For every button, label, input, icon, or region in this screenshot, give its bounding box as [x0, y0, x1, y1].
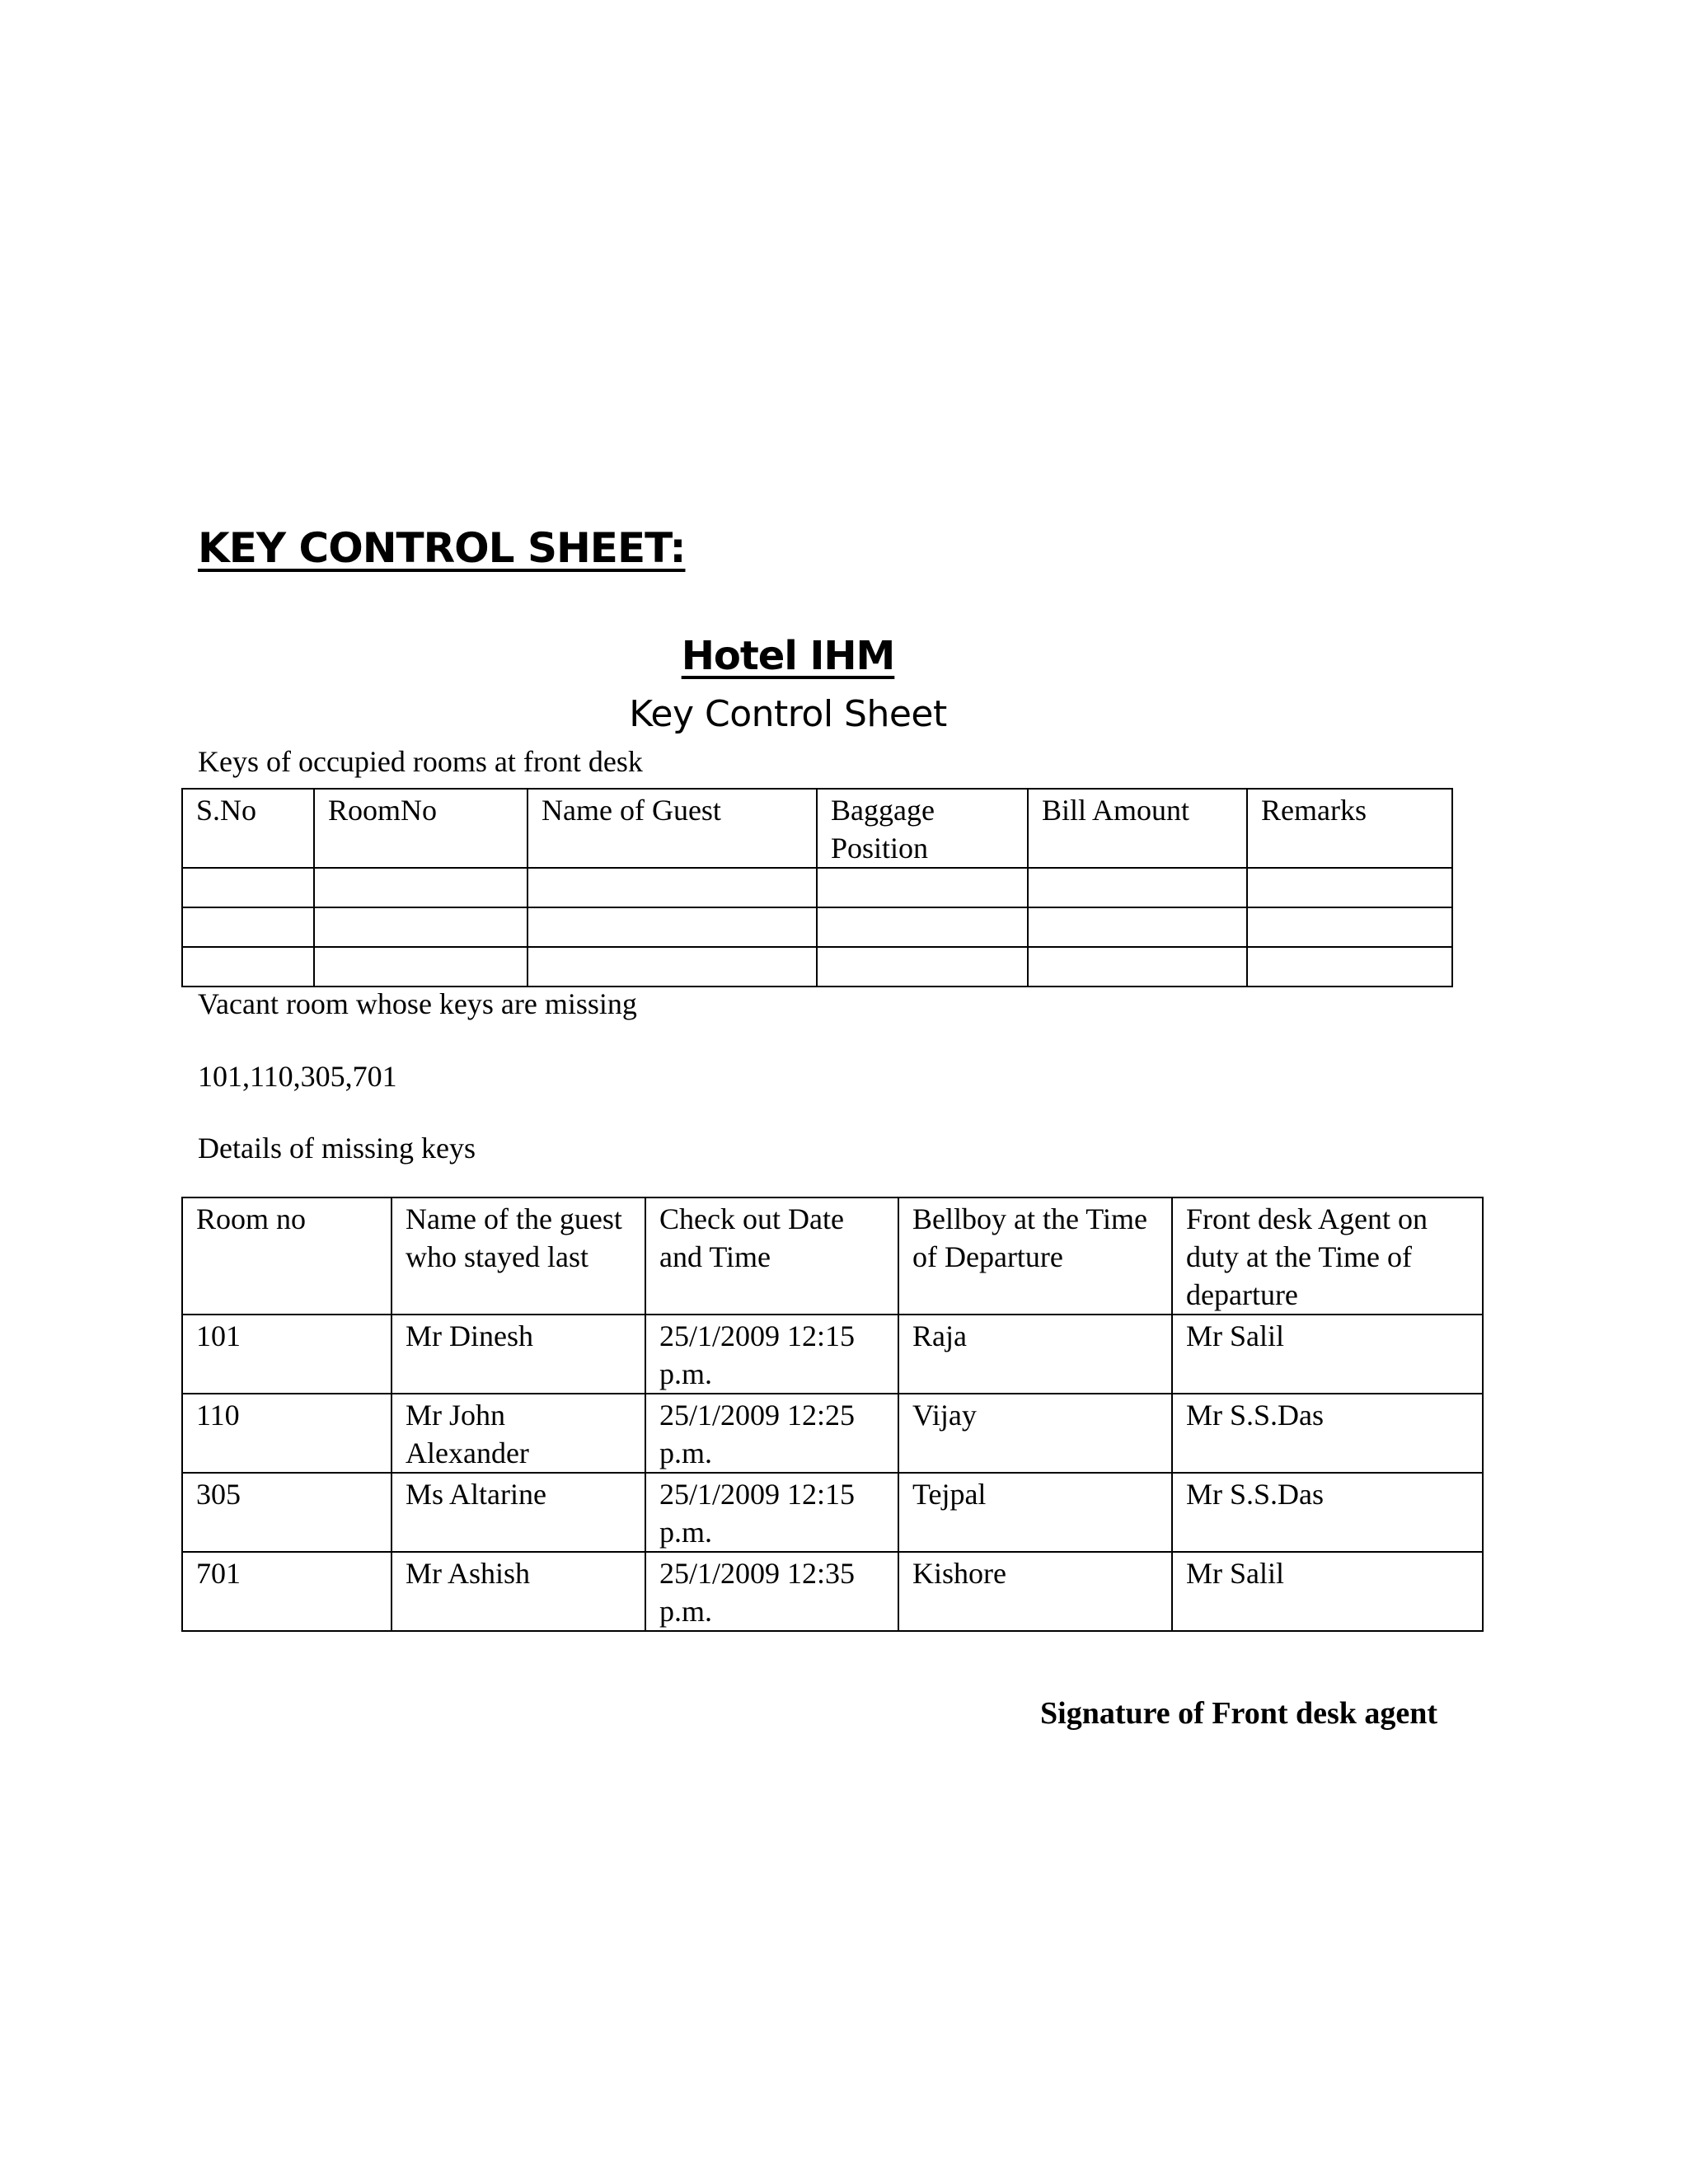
- signature-label: Signature of Front desk agent: [1040, 1696, 1438, 1731]
- table-cell: [182, 868, 314, 907]
- column-header-bellboy: Bellboy at the Time of Departure: [898, 1197, 1172, 1315]
- sheet-subtitle: Key Control Sheet: [629, 693, 947, 735]
- checkout-cell: 25/1/2009 12:35 p.m.: [645, 1552, 898, 1631]
- checkout-cell: 25/1/2009 12:25 p.m.: [645, 1394, 898, 1473]
- table-header-row: [182, 1197, 1483, 1315]
- table-row: [182, 1473, 1483, 1552]
- table-cell: [182, 947, 314, 987]
- table-cell: [1028, 907, 1247, 947]
- table-cell: [817, 868, 1028, 907]
- room-number-cell: 701: [182, 1552, 392, 1631]
- column-header-bill-amount: Bill Amount: [1028, 789, 1247, 868]
- table-cell: [1247, 947, 1452, 987]
- table-cell: [528, 907, 817, 947]
- column-header-checkout: Check out Date and Time: [645, 1197, 898, 1315]
- table-row: [182, 1394, 1483, 1473]
- guest-name-cell: Mr John Alexander: [392, 1394, 645, 1473]
- bellboy-cell: Vijay: [898, 1394, 1172, 1473]
- agent-cell: Mr S.S.Das: [1172, 1473, 1483, 1552]
- column-header-room-no: RoomNo: [314, 789, 528, 868]
- vacant-rooms-list: 101,110,305,701: [198, 1060, 397, 1093]
- table-row: [182, 868, 1452, 907]
- table-row: [182, 907, 1452, 947]
- table-cell: [182, 907, 314, 947]
- bellboy-cell: Tejpal: [898, 1473, 1172, 1552]
- table-header-row: [182, 789, 1452, 868]
- table-cell: [314, 868, 528, 907]
- guest-name-cell: Mr Ashish: [392, 1552, 645, 1631]
- bellboy-cell: Raja: [898, 1315, 1172, 1394]
- checkout-cell: 25/1/2009 12:15 p.m.: [645, 1315, 898, 1394]
- column-header-room-no: Room no: [182, 1197, 392, 1315]
- column-header-guest-name: Name of Guest: [528, 789, 817, 868]
- column-header-last-guest: Name of the guest who stayed last: [392, 1197, 645, 1315]
- table-row: [182, 1552, 1483, 1631]
- missing-keys-label: Details of missing keys: [198, 1132, 476, 1165]
- room-number-cell: 101: [182, 1315, 392, 1394]
- table-cell: [1028, 868, 1247, 907]
- table-cell: [314, 947, 528, 987]
- column-header-remarks: Remarks: [1247, 789, 1452, 868]
- checkout-cell: 25/1/2009 12:15 p.m.: [645, 1473, 898, 1552]
- room-number-cell: 110: [182, 1394, 392, 1473]
- bellboy-cell: Kishore: [898, 1552, 1172, 1631]
- table-row: [182, 947, 1452, 987]
- table-cell: [528, 868, 817, 907]
- guest-name-cell: Ms Altarine: [392, 1473, 645, 1552]
- column-header-sno: S.No: [182, 789, 314, 868]
- occupied-keys-table: [181, 788, 1453, 987]
- table-cell: [314, 907, 528, 947]
- agent-cell: Mr Salil: [1172, 1552, 1483, 1631]
- missing-keys-table: [181, 1197, 1484, 1632]
- agent-cell: Mr S.S.Das: [1172, 1394, 1483, 1473]
- table-cell: [817, 907, 1028, 947]
- table-row: [182, 1315, 1483, 1394]
- page-title: KEY CONTROL SHEET:: [198, 524, 686, 572]
- room-number-cell: 305: [182, 1473, 392, 1552]
- table-cell: [1247, 907, 1452, 947]
- table-cell: [1247, 868, 1452, 907]
- hotel-name: Hotel IHM: [681, 633, 895, 679]
- occupied-keys-label: Keys of occupied rooms at front desk: [198, 745, 643, 778]
- table-cell: [528, 947, 817, 987]
- column-header-front-desk-agent: Front desk Agent on duty at the Time of departure: [1172, 1197, 1483, 1315]
- table-cell: [817, 947, 1028, 987]
- vacant-rooms-label: Vacant room whose keys are missing: [198, 987, 637, 1020]
- agent-cell: Mr Salil: [1172, 1315, 1483, 1394]
- guest-name-cell: Mr Dinesh: [392, 1315, 645, 1394]
- table-cell: [1028, 947, 1247, 987]
- column-header-baggage-position: Baggage Position: [817, 789, 1028, 868]
